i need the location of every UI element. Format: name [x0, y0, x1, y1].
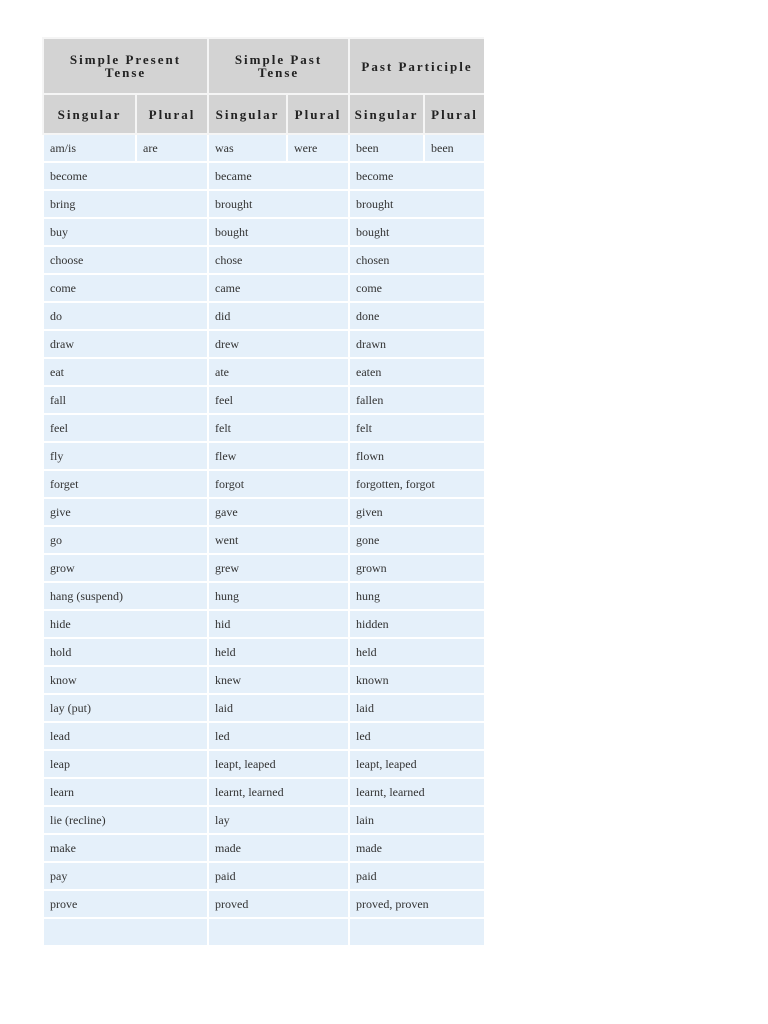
- table-cell: hung: [349, 582, 484, 610]
- table-cell: came: [208, 274, 349, 302]
- table-row: [43, 386, 484, 414]
- table-cell: lay (put): [43, 694, 208, 722]
- table-cell: been: [349, 134, 424, 162]
- table-cell: made: [349, 834, 484, 862]
- table-cell: drew: [208, 330, 349, 358]
- table-cell: hidden: [349, 610, 484, 638]
- table-row: [43, 554, 484, 582]
- table-cell: laid: [208, 694, 349, 722]
- group-header-row: [43, 38, 484, 94]
- table-cell: know: [43, 666, 208, 694]
- table-cell: brought: [208, 190, 349, 218]
- table-cell: forgot: [208, 470, 349, 498]
- table-cell: hang (suspend): [43, 582, 208, 610]
- table-row: [43, 750, 484, 778]
- table-cell: eaten: [349, 358, 484, 386]
- table-cell: buy: [43, 218, 208, 246]
- table-row: [43, 526, 484, 554]
- table-cell: held: [208, 638, 349, 666]
- table-cell: draw: [43, 330, 208, 358]
- header-past-plural: Plural: [287, 94, 349, 134]
- table-cell: are: [136, 134, 208, 162]
- table-row: [43, 414, 484, 442]
- table-cell: flew: [208, 442, 349, 470]
- table-cell: make: [43, 834, 208, 862]
- table-cell: prove: [43, 890, 208, 918]
- table-cell: hide: [43, 610, 208, 638]
- table-cell: were: [287, 134, 349, 162]
- table-cell: forget: [43, 470, 208, 498]
- table-cell: felt: [208, 414, 349, 442]
- table-cell: grown: [349, 554, 484, 582]
- table-cell: come: [43, 274, 208, 302]
- table-row: [43, 806, 484, 834]
- table-cell: known: [349, 666, 484, 694]
- table-cell: [208, 918, 349, 946]
- table-cell: grow: [43, 554, 208, 582]
- table-row: [43, 218, 484, 246]
- table-cell: pay: [43, 862, 208, 890]
- table-cell: made: [208, 834, 349, 862]
- table-cell: was: [208, 134, 287, 162]
- table-cell: learn: [43, 778, 208, 806]
- table-cell: brought: [349, 190, 484, 218]
- table-cell: learnt, learned: [208, 778, 349, 806]
- verb-table-container: [42, 37, 484, 988]
- table-row: [43, 134, 484, 162]
- table-cell: did: [208, 302, 349, 330]
- table-cell: given: [349, 498, 484, 526]
- table-row: [43, 918, 484, 946]
- table-cell: ate: [208, 358, 349, 386]
- table-cell: leapt, leaped: [208, 750, 349, 778]
- table-row: [43, 582, 484, 610]
- table-cell: proved, proven: [349, 890, 484, 918]
- table-row: [43, 442, 484, 470]
- table-cell: done: [349, 302, 484, 330]
- sub-header-row: [43, 94, 484, 134]
- table-cell: lain: [349, 806, 484, 834]
- table-cell: gone: [349, 526, 484, 554]
- table-cell: grew: [208, 554, 349, 582]
- table-row: [43, 246, 484, 274]
- table-cell: chosen: [349, 246, 484, 274]
- table-cell: go: [43, 526, 208, 554]
- table-row: [43, 638, 484, 666]
- table-cell: come: [349, 274, 484, 302]
- table-row: [43, 694, 484, 722]
- table-cell: fly: [43, 442, 208, 470]
- table-cell: proved: [208, 890, 349, 918]
- table-cell: went: [208, 526, 349, 554]
- table-row: [43, 722, 484, 750]
- table-cell: fallen: [349, 386, 484, 414]
- table-cell: feel: [43, 414, 208, 442]
- table-row: [43, 302, 484, 330]
- table-cell: led: [208, 722, 349, 750]
- table-cell: [43, 918, 208, 946]
- table-cell: fall: [43, 386, 208, 414]
- table-cell: led: [349, 722, 484, 750]
- table-cell: become: [43, 162, 208, 190]
- table-row: [43, 890, 484, 918]
- table-cell: hold: [43, 638, 208, 666]
- table-cell: do: [43, 302, 208, 330]
- table-cell: flown: [349, 442, 484, 470]
- table-row: [43, 610, 484, 638]
- table-cell: feel: [208, 386, 349, 414]
- table-cell: lead: [43, 722, 208, 750]
- table-cell: laid: [349, 694, 484, 722]
- header-past-singular: Singular: [208, 94, 287, 134]
- table-row: [43, 834, 484, 862]
- table-row: [43, 498, 484, 526]
- table-cell: hid: [208, 610, 349, 638]
- table-cell: knew: [208, 666, 349, 694]
- table-cell: bring: [43, 190, 208, 218]
- header-past-participle: Past Participle: [349, 38, 484, 94]
- table-cell: am/is: [43, 134, 136, 162]
- table-cell: bought: [349, 218, 484, 246]
- table-row: [43, 470, 484, 498]
- header-present-singular: Singular: [43, 94, 136, 134]
- table-cell: learnt, learned: [349, 778, 484, 806]
- table-cell: choose: [43, 246, 208, 274]
- table-row: [43, 778, 484, 806]
- header-participle-singular: Singular: [349, 94, 424, 134]
- header-simple-present: Simple Present Tense: [43, 38, 208, 94]
- table-cell: paid: [349, 862, 484, 890]
- table-cell: hung: [208, 582, 349, 610]
- table-cell: lie (recline): [43, 806, 208, 834]
- header-participle-plural: Plural: [424, 94, 484, 134]
- table-cell: eat: [43, 358, 208, 386]
- header-simple-past: Simple Past Tense: [208, 38, 349, 94]
- table-cell: been: [424, 134, 484, 162]
- table-cell: leapt, leaped: [349, 750, 484, 778]
- header-present-plural: Plural: [136, 94, 208, 134]
- table-cell: drawn: [349, 330, 484, 358]
- table-cell: lay: [208, 806, 349, 834]
- table-cell: paid: [208, 862, 349, 890]
- table-cell: forgotten, forgot: [349, 470, 484, 498]
- table-cell: gave: [208, 498, 349, 526]
- table-cell: bought: [208, 218, 349, 246]
- table-cell: leap: [43, 750, 208, 778]
- table-row: [43, 162, 484, 190]
- irregular-verbs-table: [42, 37, 484, 947]
- table-row: [43, 666, 484, 694]
- table-row: [43, 274, 484, 302]
- table-cell: become: [349, 162, 484, 190]
- table-row: [43, 190, 484, 218]
- table-cell: [349, 918, 484, 946]
- table-cell: give: [43, 498, 208, 526]
- table-row: [43, 358, 484, 386]
- verb-table-body: [43, 134, 484, 946]
- table-row: [43, 862, 484, 890]
- table-cell: chose: [208, 246, 349, 274]
- table-cell: felt: [349, 414, 484, 442]
- table-cell: became: [208, 162, 349, 190]
- table-row: [43, 330, 484, 358]
- table-cell: held: [349, 638, 484, 666]
